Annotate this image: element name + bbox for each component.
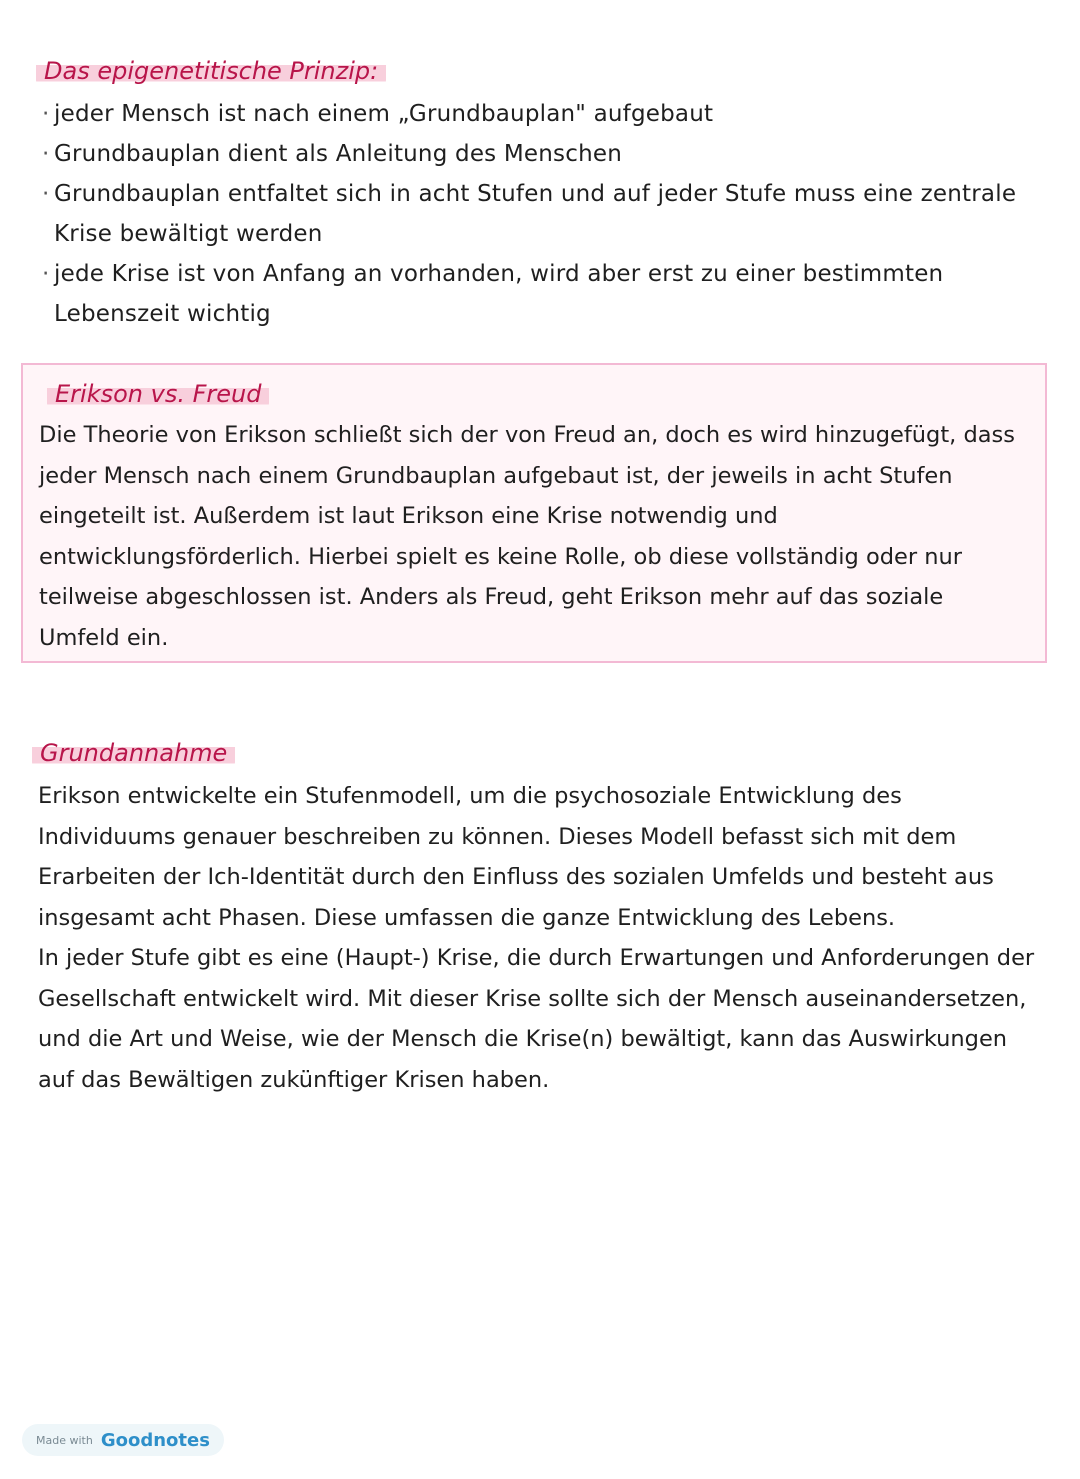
section-heading: Erikson vs. Freud [47, 379, 269, 409]
goodnotes-badge[interactable] [22, 1424, 224, 1456]
list-item [36, 94, 1036, 134]
assumption-paragraph: Erikson entwickelte ein Stufenmodell, um die psychosoziale Entwicklung des Individuums genauer beschreiben zu können. Dieses Modell befasst sich mit dem Erarbeiten der Ich-Identität durch den Einfluss des sozialen Umfelds und besteht aus insgesamt acht Phasen. Diese umfassen die ganze Entwicklung des Lebens. [38, 783, 994, 931]
list-item [36, 174, 1036, 254]
comparison-paragraph: Die Theorie von Erikson schließt sich der von Freud an, doch es wird hinzugefügt, dass jeder Mensch nach einem Grundbauplan aufgebaut ist, der jeweils in acht Stufen eingeteilt ist. Außerdem ist laut Erikson eine Krise notwendig und entwicklungsförderlich. Hierbei spielt es keine Rolle, ob diese vollständig oder nur teilweise abgeschlossen ist. Anders als Freud, geht Erikson mehr auf das soziale Umfeld ein. [39, 422, 1015, 651]
list-item-text: jede Krise ist von Anfang an vorhanden, wird aber erst zu einer bestimmten Lebenszeit wichtig [54, 261, 944, 327]
section-heading: Grundannahme [32, 738, 235, 768]
list-item-text: Grundbauplan entfaltet sich in acht Stufen und auf jeder Stufe muss eine zentrale Krise bewältigt werden [54, 181, 1017, 247]
assumption-paragraph-2: In jeder Stufe gibt es eine (Haupt-) Krise, die durch Erwartungen und Anforderungen der Gesellschaft entwickelt wird. Mit dieser Krise sollte sich der Mensch auseinandersetzen, und die Art und Weise, wie der Mensch die Krise(n) bewältigt, kann das Auswirkungen auf das Bewältigen zukünftiger Krisen haben. [38, 945, 1035, 1093]
section-basic-assumption [32, 738, 1042, 1100]
bullet-dot-icon: · [42, 261, 50, 287]
bullet-dot-icon: · [42, 101, 50, 127]
section-heading: Das epigenetitische Prinzip: [36, 56, 386, 86]
made-with-label: Made with [36, 1433, 93, 1447]
list-item-text: jeder Mensch ist nach einem „Grundbauplan" aufgebaut [54, 101, 714, 127]
list-item [36, 134, 1036, 174]
bullet-dot-icon: · [42, 141, 50, 167]
bullet-list [36, 94, 1036, 334]
list-item-text: Grundbauplan dient als Anleitung des Menschen [54, 141, 622, 167]
comparison-box [21, 363, 1047, 663]
bullet-dot-icon: · [42, 181, 50, 207]
list-item [36, 254, 1036, 334]
section-epigenetic-principle [36, 56, 1036, 334]
goodnotes-logo: Goodnotes [100, 1429, 210, 1451]
